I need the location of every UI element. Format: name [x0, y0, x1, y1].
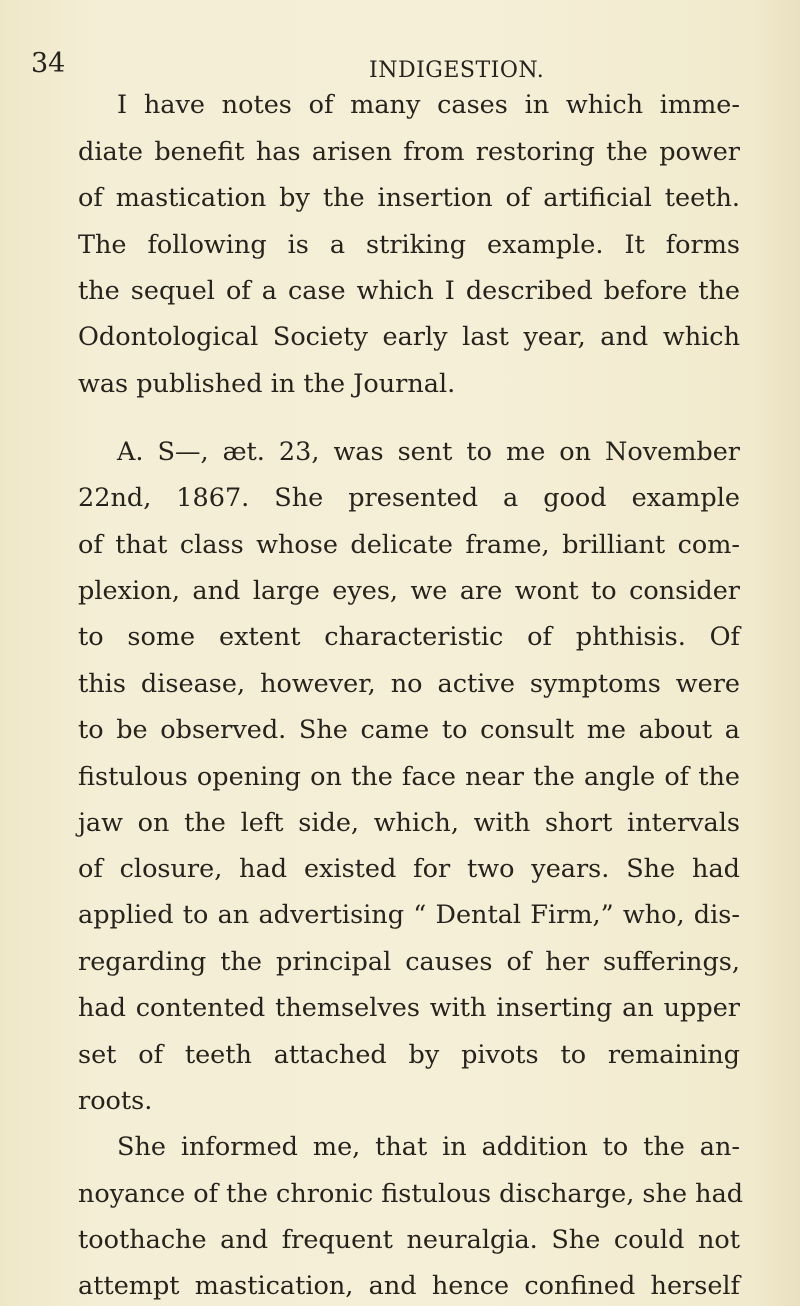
text-line: noyance of the chronic fistulous discharge, she had	[78, 1179, 744, 1209]
text-line: applied to an advertising “ Dental Firm,” who, dis-	[78, 900, 740, 930]
text-line: plexion, and large eyes, we are wont to consider	[78, 576, 740, 606]
text-line: of mastication by the insertion of artificial teeth.	[78, 183, 740, 213]
text-line: regarding the principal causes of her sufferings,	[78, 947, 740, 977]
text-line: of that class whose delicate frame, brilliant com-	[78, 530, 740, 560]
text-line: set of teeth attached by pivots to remaining	[78, 1040, 740, 1070]
text-line: Odontological Society early last year, and which	[78, 322, 740, 352]
page-number: 34	[31, 48, 66, 79]
text-line: had contented themselves with inserting an upper	[78, 993, 740, 1023]
text-line: jaw on the left side, which, with short intervals	[78, 808, 740, 838]
text-line: was published in the Journal.	[78, 369, 456, 399]
text-line: the sequel of a case which I described before the	[78, 276, 740, 306]
text-line: attempt mastication, and hence confined herself	[78, 1271, 740, 1301]
text-line: of closure, had existed for two years. She had	[78, 854, 740, 884]
text-line: She informed me, that in addition to the an-	[117, 1132, 740, 1162]
text-line: A. S—, æt. 23, was sent to me on November	[117, 437, 740, 467]
text-line: to some extent characteristic of phthisis. Of	[78, 622, 740, 652]
text-line: fistulous opening on the face near the angle of the	[78, 762, 740, 792]
running-head: INDIGESTION.	[369, 58, 545, 83]
text-line: to be observed. She came to consult me about a	[78, 715, 740, 745]
text-line: 22nd, 1867. She presented a good example	[78, 483, 740, 513]
text-line: The following is a striking example. It forms	[78, 230, 740, 260]
text-line: I have notes of many cases in which imme-	[117, 90, 740, 120]
text-line: diate benefit has arisen from restoring the power	[78, 137, 740, 167]
text-line: roots.	[78, 1086, 153, 1116]
text-line: toothache and frequent neuralgia. She could not	[78, 1225, 740, 1255]
text-line: this disease, however, no active symptoms were	[78, 669, 740, 699]
